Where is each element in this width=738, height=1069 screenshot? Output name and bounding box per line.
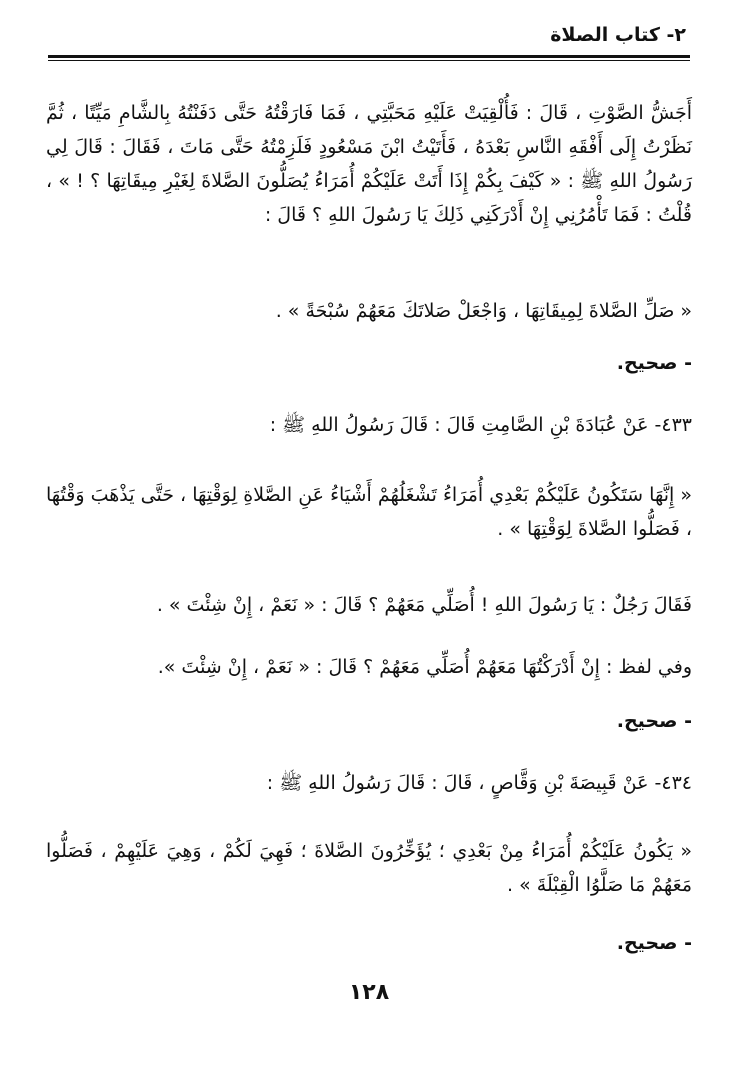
hadith-quote-2: « إِنَّهَا سَتَكُونُ عَلَيْكُمْ بَعْدِي أُمَرَاءُ تَشْغَلُهُمْ أَشْيَاءُ عَنِ الصَّلاةِ لِوَقْتِهَا ، حَتَّى يَذْهَبَ وَقْتُهَا ، فَصَلُّوا الصَّلاةَ لِوَقْتِهَا » . [46, 484, 692, 540]
page-number: ١٢٨ [348, 980, 390, 1005]
grading-label-3: - صحيح. [616, 932, 692, 954]
header-rule-thin [48, 60, 690, 61]
hadith-heading-433: ٤٣٣- عَنْ عُبَادَةَ بْنِ الصَّامِتِ قَالَ : قَالَ رَسُولُ اللهِ ﷺ : [269, 414, 692, 436]
header-rule-thick [48, 55, 690, 58]
hadith-heading-434: ٤٣٤- عَنْ قَبِيصَةَ بْنِ وَقَّاصٍ ، قَالَ : قَالَ رَسُولُ اللهِ ﷺ : [266, 772, 692, 794]
grading-label-2: - صحيح. [616, 710, 692, 732]
paragraph-continuation: أَجَشُّ الصَّوْتِ ، قَالَ : فَأُلْقِيَتْ عَلَيْهِ مَحَبَّتِي ، فَمَا فَارَقْتُهُ حَتَّى دَفَنْتُهُ بِالشَّامِ مَيِّتًا ، ثُمَّ نَظَرْتُ إِلَى أَفْقَهِ النَّاسِ بَعْدَهُ ، فَأَتَيْتُ ابْنَ مَسْعُودٍ فَلَزِمْتُهُ حَتَّى مَاتَ ، فَقَالَ : قَالَ لِي رَسُولُ اللهِ ﷺ : « كَيْفَ بِكُمْ إِذَا أَتَتْ عَلَيْكُمْ أُمَرَاءُ يُصَلُّونَ الصَّلاةَ لِغَيْرِ مِيقَاتِهَا ؟ ! » ، قُلْتُ : فَمَا تَأْمُرُنِي إِنْ أَدْرَكَنِي ذَلِكَ يَا رَسُولَ اللهِ ؟ قَالَ : [46, 102, 692, 226]
hadith-quote-1: « صَلِّ الصَّلاةَ لِمِيقَاتِهَا ، وَاجْعَلْ صَلاتَكَ مَعَهُمْ سُبْحَةً » . [275, 300, 692, 322]
page-header [48, 18, 690, 58]
chapter-title: ٢- كتاب الصلاة [550, 24, 686, 46]
hadith-quote-3: « يَكُونُ عَلَيْكُمْ أُمَرَاءُ مِنْ بَعْدِي ؛ يُؤَخِّرُونَ الصَّلاةَ ؛ فَهِيَ لَكُمْ ، وَهِيَ عَلَيْهِمْ ، فَصَلُّوا مَعَهُمْ مَا صَلَّوُا الْقِبْلَةَ » . [46, 840, 692, 896]
paragraph-variant: وفي لفظ : إِنْ أَدْرَكْتُهَا مَعَهُمْ أُصَلِّي مَعَهُمْ ؟ قَالَ : « نَعَمْ ، إِنْ شِئْتَ ». [157, 656, 692, 678]
grading-label-1: - صحيح. [616, 352, 692, 374]
paragraph-question: فَقَالَ رَجُلٌ : يَا رَسُولَ اللهِ ! أُصَلِّي مَعَهُمْ ؟ قَالَ : « نَعَمْ ، إِنْ شِئْتَ » . [156, 594, 692, 616]
